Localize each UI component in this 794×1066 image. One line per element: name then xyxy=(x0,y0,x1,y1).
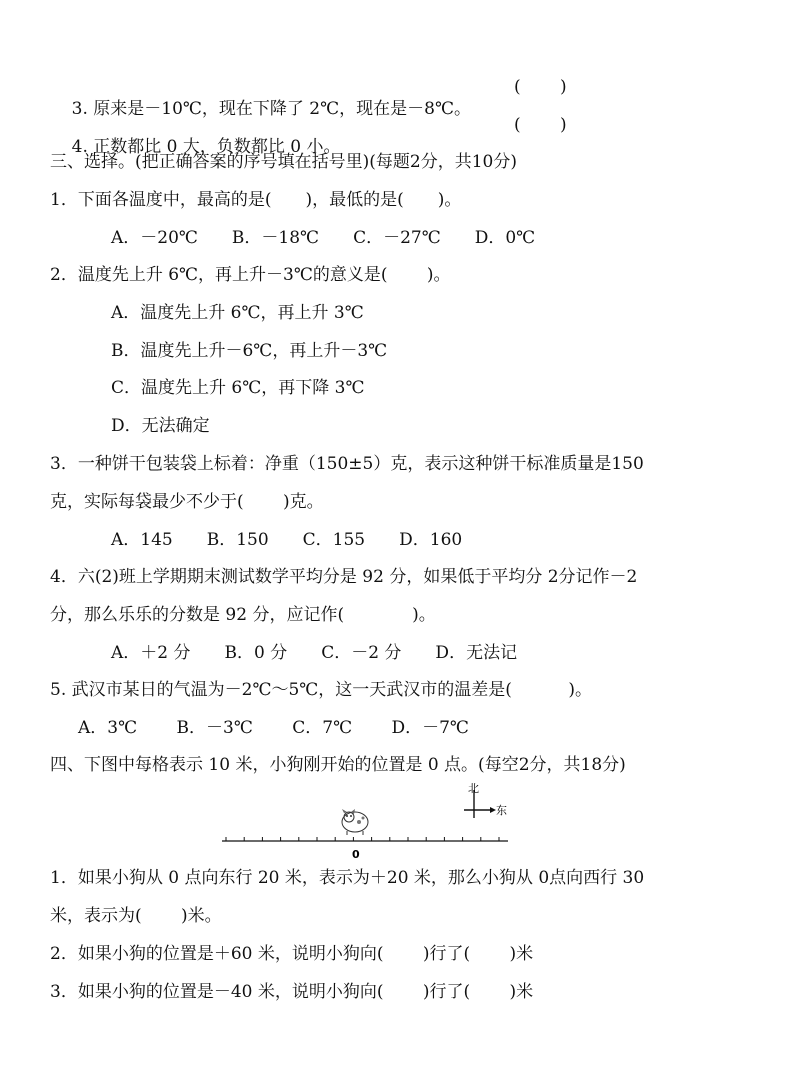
origin-label: 0 xyxy=(352,848,360,861)
choice-question-2-option-d: D．无法确定 xyxy=(111,416,210,436)
dog-question-2: 2．如果小狗的位置是＋60 米，说明小狗向( )行了( )米 xyxy=(50,944,534,964)
puppy-icon xyxy=(342,809,368,835)
choice-question-4-line-1: 4．六(2)班上学期期末测试数学平均分是 92 分，如果低于平均分 2分记作－2 xyxy=(50,567,638,587)
east-label: 东 xyxy=(496,804,507,817)
dog-question-3: 3．如果小狗的位置是－40 米，说明小狗向( )行了( )米 xyxy=(50,982,534,1002)
tf-question-4-answer-paren[interactable]: ( ) xyxy=(514,115,567,135)
choice-question-3-line-2: 克，实际每袋最少不少于( )克。 xyxy=(50,492,324,512)
choice-question-2: 2．温度先上升 6℃，再上升－3℃的意义是( )。 xyxy=(50,265,451,285)
dog-question-1-line-2: 米，表示为( )米。 xyxy=(50,906,222,926)
tf-question-3-text: 3. 原来是－10℃，现在下降了 2℃，现在是－8℃。 xyxy=(71,99,471,119)
section-3-heading: 三、选择。(把正确答案的序号填在括号里)(每题2分，共10分) xyxy=(50,152,517,172)
dog-question-1-line-1: 1．如果小狗从 0 点向东行 20 米，表示为＋20 米，那么小狗从 0点向西行 30 xyxy=(50,868,645,888)
tf-question-3-answer-paren[interactable]: ( ) xyxy=(514,77,567,97)
number-line-svg xyxy=(218,776,538,866)
choice-question-4-options: A．＋2 分 B．0 分 C．－2 分 D．无法记 xyxy=(111,643,518,663)
choice-question-2-option-c: C．温度先上升 6℃，再下降 3℃ xyxy=(111,378,365,398)
choice-question-5: 5. 武汉市某日的气温为－2℃～5℃，这一天武汉市的温差是( )。 xyxy=(50,680,592,700)
choice-question-2-option-a: A．温度先上升 6℃，再上升 3℃ xyxy=(111,303,364,323)
choice-question-3-line-1: 3．一种饼干包装袋上标着：净重（150±5）克，表示这种饼干标准质量是150 xyxy=(50,454,644,474)
north-label: 北 xyxy=(468,782,479,795)
choice-question-4-line-2: 分，那么乐乐的分数是 92 分，应记作( )。 xyxy=(50,605,436,625)
section-4-heading: 四、下图中每格表示 10 米，小狗刚开始的位置是 0 点。(每空2分，共18分) xyxy=(50,755,626,775)
number-line-diagram xyxy=(218,776,538,866)
tf-question-4-text: 4. 正数都比 0 大，负数都比 0 小。 xyxy=(71,137,341,157)
choice-question-1-options: A．－20℃ B．－18℃ C．－27℃ D．0℃ xyxy=(111,228,536,248)
choice-question-5-options: A．3℃ B．－3℃ C．7℃ D．－7℃ xyxy=(78,718,469,738)
choice-question-1: 1．下面各温度中，最高的是( )，最低的是( )。 xyxy=(50,190,462,210)
choice-question-2-option-b: B．温度先上升－6℃，再上升－3℃ xyxy=(111,341,388,361)
choice-question-3-options: A．145 B．150 C．155 D．160 xyxy=(111,530,463,550)
